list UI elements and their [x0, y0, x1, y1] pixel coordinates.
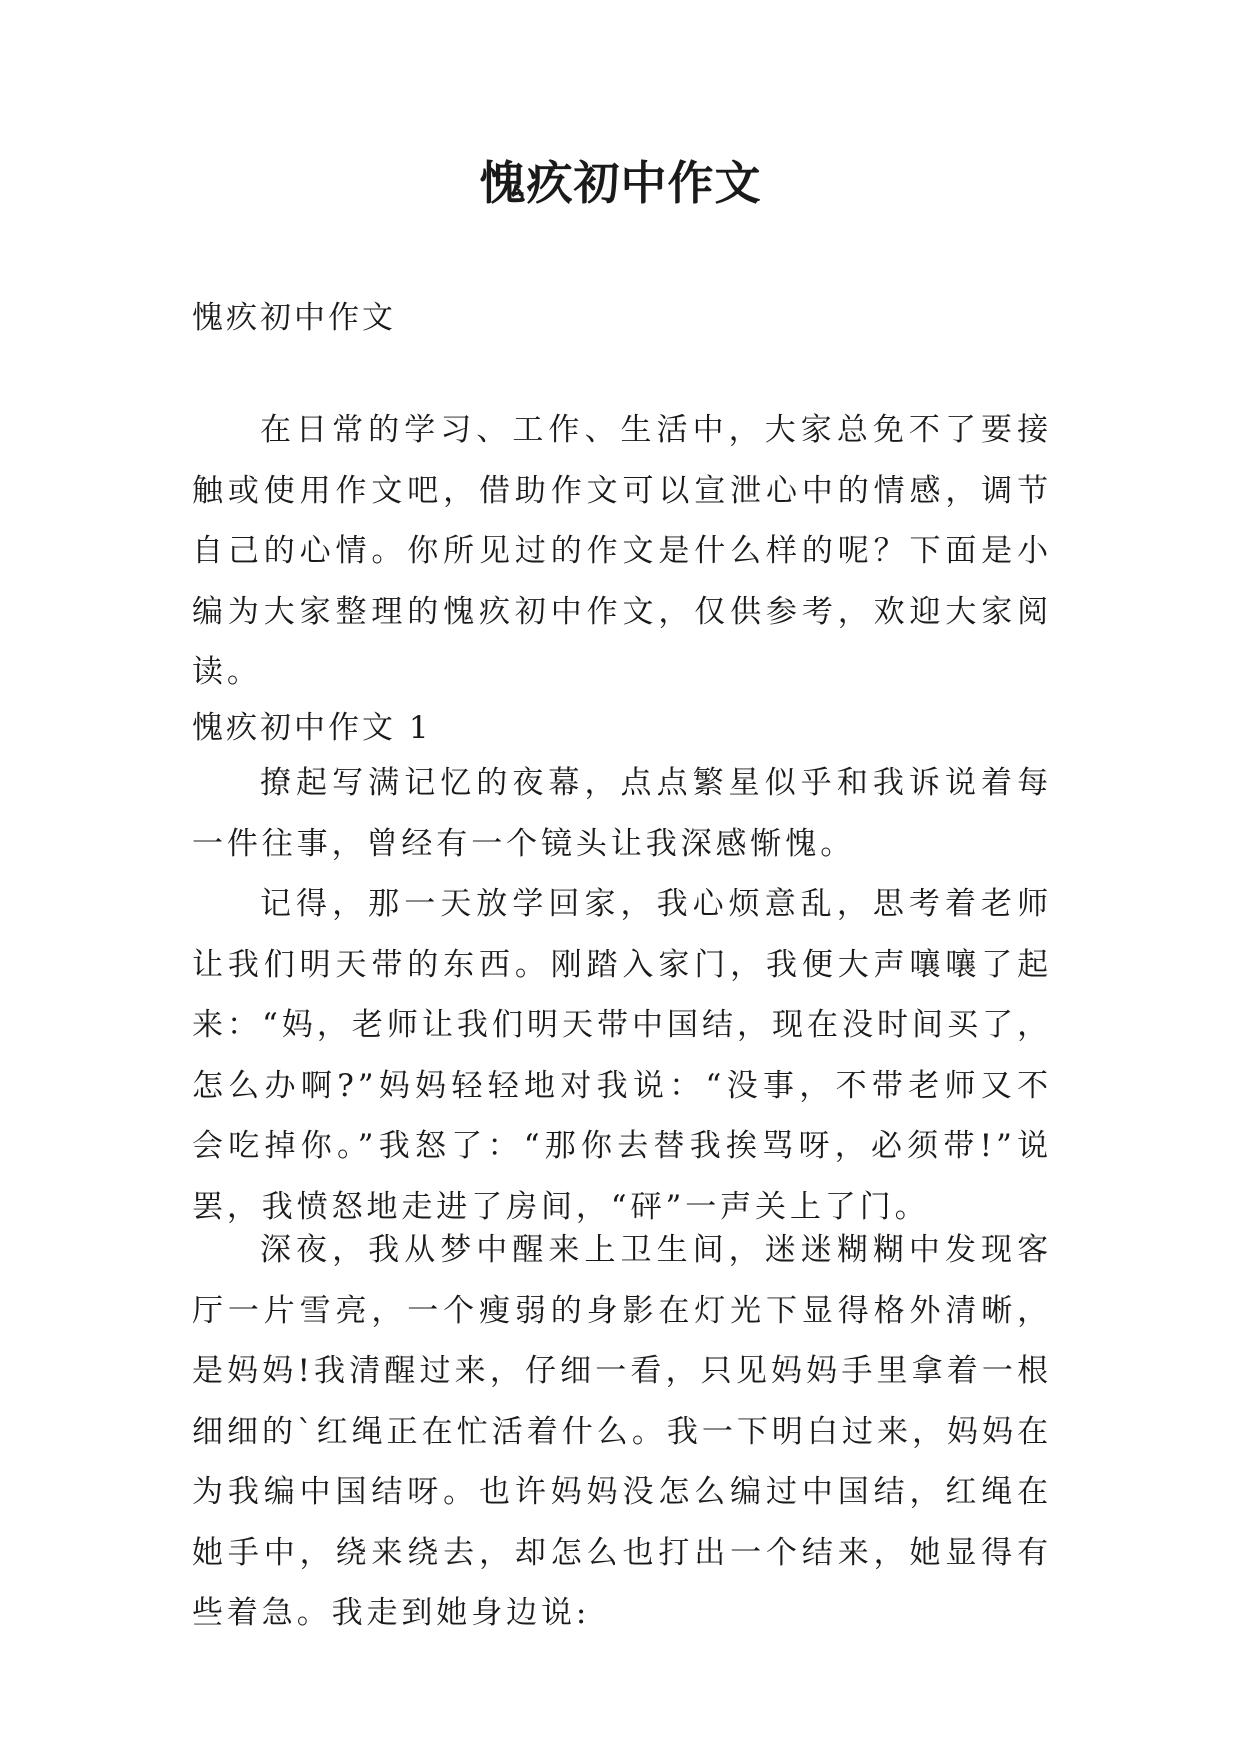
document-subtitle: 愧疚初中作文 [192, 300, 396, 336]
section-heading: 愧疚初中作文 1 [192, 710, 432, 746]
document-title: 愧疚初中作文 [479, 156, 762, 210]
body-paragraph-1: 撩起写满记忆的夜幕，点点繁星似乎和我诉说着每一件往事，曾经有一个镜头让我深感惭愧。 [192, 765, 1052, 862]
body-paragraph-2: 记得，那一天放学回家，我心烦意乱，思考着老师让我们明天带的东西。刚踏入家门，我便大声嚷嚷了起来：“妈，老师让我们明天带中国结，现在没时间买了，怎么办啊?”妈妈轻轻地对我说：“没事，不带老师又不会吃掉你。”我怒了：“那你去替我挨骂呀，必须带!”说罢，我愤怒地走进了房间，“砰”一声关上了门。 [192, 886, 1052, 1225]
body-paragraph-3: 深夜，我从梦中醒来上卫生间，迷迷糊糊中发现客厅一片雪亮，一个瘦弱的身影在灯光下显得格外清晰，是妈妈!我清醒过来，仔细一看，只见妈妈手里拿着一根细细的`红绳正在忙活着什么。我一下明白过来，妈妈在为我编中国结呀。也许妈妈没怎么编过中国结，红绳在她手中，绕来绕去，却怎么也打出一个结来，她显得有些着急。我走到她身边说: [192, 1232, 1052, 1631]
intro-paragraph: 在日常的学习、工作、生活中，大家总免不了要接触或使用作文吧，借助作文可以宣泄心中的情感，调节自己的心情。你所见过的作文是什么样的呢？下面是小编为大家整理的愧疚初中作文，仅供参考，欢迎大家阅读。 [192, 412, 1052, 690]
